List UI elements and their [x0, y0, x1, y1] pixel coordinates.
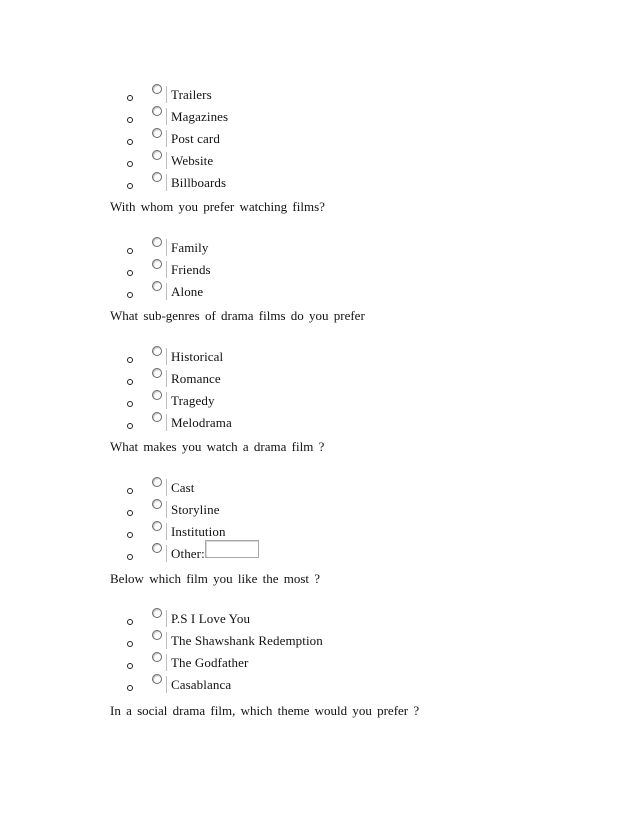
divider [166, 479, 167, 496]
option-label: Magazines [171, 109, 229, 124]
option-label: Historical [171, 349, 224, 364]
radio-button[interactable] [152, 150, 162, 160]
option-label: Cast [171, 480, 195, 495]
option-label: Institution [171, 524, 226, 539]
option-shawshank-redemption[interactable] [0, 633, 638, 658]
divider [166, 130, 167, 147]
divider [166, 239, 167, 256]
radio-button[interactable] [152, 172, 162, 182]
option-cast[interactable] [0, 480, 638, 505]
watch-with-options-group [0, 240, 638, 309]
radio-button[interactable] [152, 346, 162, 356]
divider [166, 348, 167, 365]
divider [166, 414, 167, 431]
option-romance[interactable] [0, 371, 638, 396]
option-storyline[interactable] [0, 502, 638, 527]
divider [166, 152, 167, 169]
radio-button[interactable] [152, 543, 162, 553]
bullet-icon [127, 401, 133, 407]
option-label: Trailers [171, 87, 212, 102]
divider [166, 676, 167, 693]
radio-button[interactable] [152, 128, 162, 138]
option-casablanca[interactable] [0, 677, 638, 702]
radio-button[interactable] [152, 106, 162, 116]
divider [166, 174, 167, 191]
option-tragedy[interactable] [0, 393, 638, 418]
bullet-icon [127, 95, 133, 101]
bullet-icon [127, 357, 133, 363]
divider [166, 610, 167, 627]
divider [166, 523, 167, 540]
radio-button[interactable] [152, 84, 162, 94]
divider [166, 261, 167, 278]
option-label: Storyline [171, 502, 220, 517]
radio-button[interactable] [152, 608, 162, 618]
divider [166, 392, 167, 409]
option-label: P.S I Love You [171, 611, 251, 626]
option-friends[interactable] [0, 262, 638, 287]
option-the-godfather[interactable] [0, 655, 638, 680]
bullet-icon [127, 139, 133, 145]
divider [166, 632, 167, 649]
option-institution[interactable] [0, 524, 638, 549]
bullet-icon [127, 183, 133, 189]
bullet-icon [127, 270, 133, 276]
favorite-film-options-group [0, 611, 638, 702]
bullet-icon [127, 423, 133, 429]
option-alone[interactable] [0, 284, 638, 309]
radio-button[interactable] [152, 237, 162, 247]
option-label: Alone [171, 284, 204, 299]
option-historical[interactable] [0, 349, 638, 374]
radio-button[interactable] [152, 259, 162, 269]
media-options-group [0, 87, 638, 200]
option-label: Website [171, 153, 214, 168]
bullet-icon [127, 248, 133, 254]
option-trailers[interactable] [0, 87, 638, 112]
option-website[interactable] [0, 153, 638, 178]
bullet-icon [127, 510, 133, 516]
option-label: The Godfather [171, 655, 249, 670]
option-other[interactable] [0, 546, 638, 571]
watch-reason-options-group [0, 480, 638, 571]
bullet-icon [127, 685, 133, 691]
option-label: The Shawshank Redemption [171, 633, 323, 648]
divider [166, 501, 167, 518]
bullet-icon [127, 554, 133, 560]
option-label: Casablanca [171, 677, 232, 692]
bullet-icon [127, 532, 133, 538]
other-text-field[interactable] [205, 540, 259, 558]
radio-button[interactable] [152, 281, 162, 291]
option-label: Post card [171, 131, 220, 146]
divider [166, 86, 167, 103]
bullet-icon [127, 117, 133, 123]
radio-button[interactable] [152, 477, 162, 487]
option-family[interactable] [0, 240, 638, 265]
question-social-drama-theme: In a social drama film, which theme would you prefer ? [110, 703, 420, 718]
option-label: Tragedy [171, 393, 215, 408]
option-billboards[interactable] [0, 175, 638, 200]
bullet-icon [127, 488, 133, 494]
option-label: Family [171, 240, 209, 255]
bullet-icon [127, 619, 133, 625]
question-sub-genres: What sub-genres of drama films do you prefer [110, 308, 365, 323]
radio-button[interactable] [152, 390, 162, 400]
option-melodrama[interactable] [0, 415, 638, 440]
radio-button[interactable] [152, 412, 162, 422]
option-label: Melodrama [171, 415, 232, 430]
divider [166, 654, 167, 671]
radio-button[interactable] [152, 499, 162, 509]
divider [166, 108, 167, 125]
radio-button[interactable] [152, 674, 162, 684]
divider [166, 370, 167, 387]
bullet-icon [127, 161, 133, 167]
option-label: Billboards [171, 175, 227, 190]
option-label: Romance [171, 371, 221, 386]
radio-button[interactable] [152, 652, 162, 662]
sub-genres-options-group [0, 349, 638, 440]
radio-button[interactable] [152, 368, 162, 378]
question-watch-with: With whom you prefer watching films? [110, 199, 325, 214]
radio-button[interactable] [152, 630, 162, 640]
bullet-icon [127, 292, 133, 298]
radio-button[interactable] [152, 521, 162, 531]
option-label: Friends [171, 262, 211, 277]
option-magazines[interactable] [0, 109, 638, 134]
option-post-card[interactable] [0, 131, 638, 156]
bullet-icon [127, 379, 133, 385]
bullet-icon [127, 641, 133, 647]
question-watch-reason: What makes you watch a drama film ? [110, 439, 325, 454]
bullet-icon [127, 663, 133, 669]
divider [166, 283, 167, 300]
divider [166, 545, 167, 562]
option-label: Other: [171, 546, 205, 561]
question-favorite-film: Below which film you like the most ? [110, 571, 321, 586]
